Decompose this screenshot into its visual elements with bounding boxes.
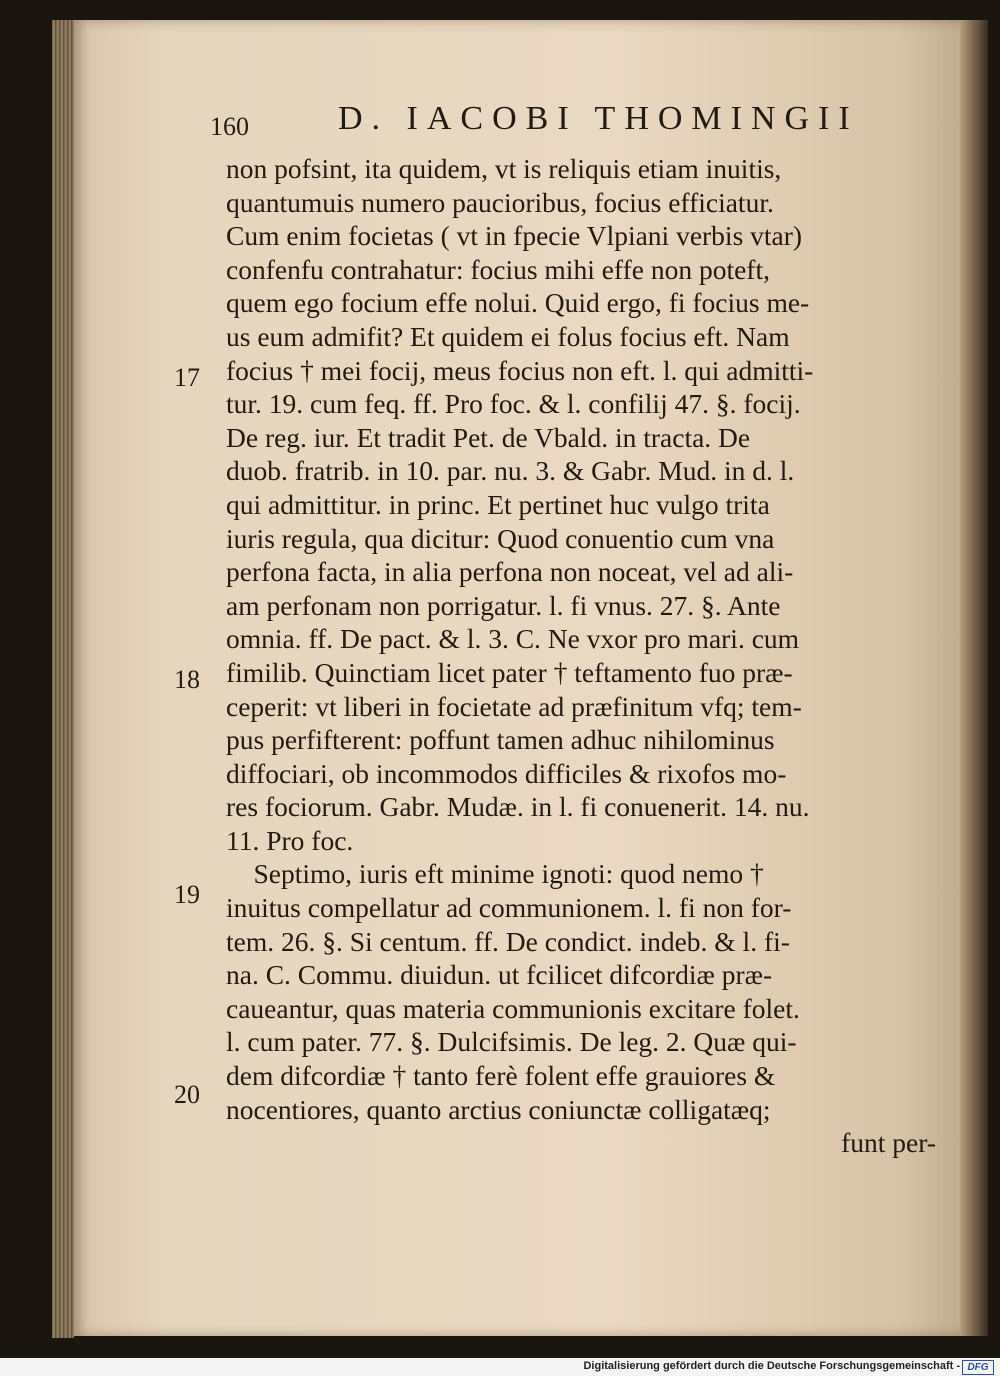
text-line: Septimo, iuris eft minime ignoti: quod nemo † <box>226 858 764 890</box>
text-line: l. cum pater. 77. §. Dulcifsimis. De leg. 2. Quæ qui- <box>226 1026 797 1058</box>
body-text <box>226 152 946 1160</box>
text-line: pus perfifterent: poffunt tamen adhuc nihilominus <box>226 724 775 756</box>
text-line: tem. 26. §. Si centum. ff. De condict. indeb. & l. fi- <box>226 925 790 957</box>
text-line: De reg. iur. Et tradit Pet. de Vbald. in tracta. De <box>226 421 751 453</box>
book-page-edges <box>52 20 74 1338</box>
text-line: qui admittitur. in princ. Et pertinet huc vulgo trita <box>226 488 770 520</box>
funding-credit: Digitalisierung gefördert durch die Deutsche Forschungsgemeinschaft - <box>583 1360 960 1372</box>
text-line: confenfu contrahatur: focius mihi effe non poteft, <box>226 253 770 285</box>
dfg-logo: DFG <box>962 1360 994 1375</box>
page-number: 160 <box>210 112 249 141</box>
text-line: quantumuis numero paucioribus, focius efficiatur. <box>226 186 774 218</box>
text-line: tur. 19. cum feq. ff. Pro foc. & l. confilij 47. §. focij. <box>226 388 801 420</box>
text-line: fimilib. Quinctiam licet pater † teftamento fuo præ- <box>226 656 793 688</box>
text-line: am perfonam non porrigatur. l. fi vnus. 27. §. Ante <box>226 589 781 621</box>
text-line: Cum enim focietas ( vt in fpecie Vlpiani verbis vtar) <box>226 220 803 252</box>
text-line: omnia. ff. De pact. & l. 3. C. Ne vxor pro mari. cum <box>226 623 800 655</box>
text-line: diffociari, ob incommodos difficiles & rixofos mo- <box>226 757 787 789</box>
catchword: funt per- <box>841 1127 936 1159</box>
page-header <box>210 100 870 144</box>
margin-number: 17 <box>174 363 200 392</box>
text-line: quem ego focium effe nolui. Quid ergo, fi focius me- <box>226 287 810 319</box>
text-line: focius † mei focij, meus focius non eft. l. qui admitti- <box>226 354 814 386</box>
text-line: 11. Pro foc. <box>226 824 354 856</box>
text-line: na. C. Commu. diuidun. ut fcilicet difcordiæ præ- <box>226 959 773 991</box>
footer-bar <box>0 1358 1000 1376</box>
text-line: dem difcordiæ † tanto ferè folent effe grauiores & <box>226 1060 776 1092</box>
text-line: nocentiores, quanto arctius coniunctæ colligatæq; <box>226 1093 771 1125</box>
text-line: inuitus compellatur ad communionem. l. fi non for- <box>226 892 792 924</box>
margin-number: 19 <box>174 880 200 909</box>
text-line: iuris regula, qua dicitur: Quod conuentio cum vna <box>226 522 775 554</box>
text-line: non pofsint, ita quidem, vt is reliquis etiam inuitis, <box>226 153 782 184</box>
text-line: ceperit: vt liberi in focietate ad præfinitum vfq; tem- <box>226 690 802 722</box>
text-line: us eum admifit? Et quidem ei folus focius eft. Nam <box>226 320 790 352</box>
margin-number: 20 <box>174 1080 200 1109</box>
page-gutter-shadow <box>960 20 988 1336</box>
text-line: perfona facta, in alia perfona non noceat, vel ad ali- <box>226 556 794 588</box>
text-line: duob. fratrib. in 10. par. nu. 3. & Gabr. Mud. in d. l. <box>226 455 795 487</box>
text-line: res fociorum. Gabr. Mudæ. in l. fi conuenerit. 14. nu. <box>226 791 810 823</box>
margin-number: 18 <box>174 665 200 694</box>
running-head: D. IACOBI THOMINGII <box>338 100 859 137</box>
text-line: caueantur, quas materia communionis excitare folet. <box>226 992 800 1024</box>
